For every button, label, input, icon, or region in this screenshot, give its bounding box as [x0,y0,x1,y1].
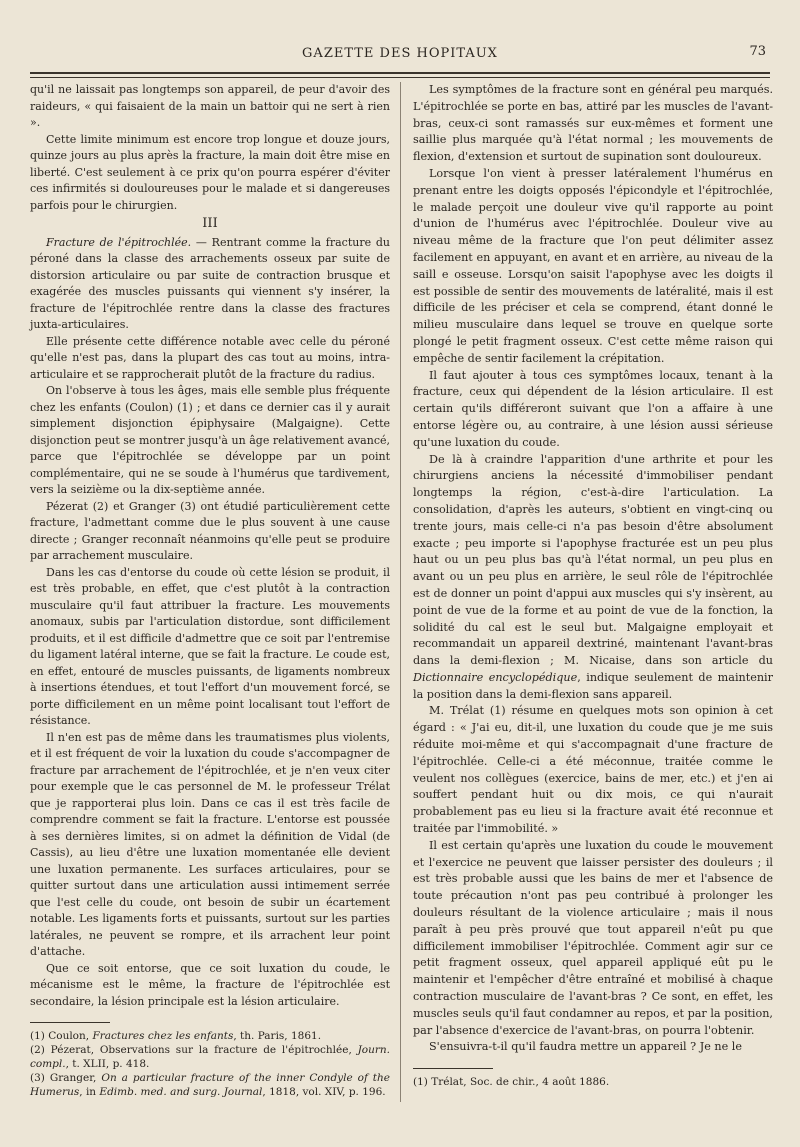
page-number: 73 [749,44,766,59]
paragraph: Pézerat (2) et Granger (3) ont étudié particulièrement cette fracture, l'admettant comme due le plus souvent à une cause directe ; Granger reconnaît néanmoins qu'elle peut se produire par arrachement musculaire. [30,499,390,562]
section-number: III [202,216,218,231]
paragraph: Il n'en est pas de même dans les traumatismes plus violents, et il est fréquent de voir la luxation du coude s'accompagner de fracture par arrachement de l'épitrochlée, et je n'en veux citer pour exemple que le cas personnel de M. le professeur Trélat que je rapporterai plus loin. Dans ce cas il est très facile de comprendre comment se fait la fracture. L'entorse est poussée à ses dernières limites, si on admet la définition de Vidal (de Cassis), au lieu d'être une luxation momentanée elle devient une luxation permanente. Les surfaces articulaires, pour se quitter surtout dans une articulation aussi intimement serrée que l'est celle du coude, ont besoin de subir un écartement notable. Les ligaments forts et puissants, surtout sur les parties latérales, ne peuvent se rompre, et ils arrachent leur point d'attache. [30,730,390,958]
paragraph: On l'observe à tous les âges, mais elle semble plus fréquente chez les enfants (Coulon) (1) ; et dans ce dernier cas il y aurait simplement disjonction épiphysaire (Malgaigne). Cette disjonction peut se montrer jusqu'à un âge relativement avancé, parce que l'épitrochlée se développe par un point complémentaire, qui ne se soude à l'humérus que tardivement, vers la seizième ou la dix-septième année. [30,384,390,496]
right-column [413,82,773,1102]
left-column [30,82,390,1102]
footnote-rule [30,1022,110,1023]
page-header [30,40,770,70]
paragraph: S'ensuivra-t-il qu'il faudra mettre un appareil ? Je ne le [429,1040,742,1054]
header-rule [30,72,770,78]
paragraph: M. Trélat (1) résume en quelques mots son opinion à cet égard : « J'ai eu, dit-il, une luxation du coude que je me suis réduite moi-même et qui s'accompagnait d'une fracture de l'épitrochlée. Celle-ci a été méconnue, traitée comme le veulent nos collègues (exercice, bains de mer, etc.) et j'en ai souffert pendant huit ou dix mois, ce qui n'aurait probablement pas eu lieu si la fracture avait été reconnue et traitée par l'immobilité. » [413,704,773,836]
paragraph: Il faut ajouter à tous ces symptômes locaux, tenant à la fracture, ceux qui dépendent de la lésion articulaire. Il est certain qu'ils différeront suivant que l'on a affaire à une entorse légère ou, au contraire, à une lésion aussi sérieuse qu'une luxation du coude. [413,368,773,449]
cited-work: Dictionnaire encyclopédique [413,670,578,684]
paragraph: Elle présente cette différence notable avec celle du péroné qu'elle n'est pas, dans la plupart des cas tout au moins, intra-articulaire et se rapprocherait plutôt de la fracture du radius. [30,334,390,381]
paragraph: De là à craindre l'apparition d'une arthrite et pour les chirurgiens anciens la nécessité d'immobiliser pendant longtemps la région, c'est-à-dire l'articulation. La consolidation, d'après les auteurs, s'obtient en vingt-cinq ou trente jours, mais celle-ci n'a pas besoin d'être absolument exacte ; peu importe si l'apophyse fracturée est un peu plus haut ou un peu plus bas qu'à l'état normal, un peu plus en avant ou un peu plus en arrière, le seul rôle de l'épitrochlée est de donner un point d'appui aux muscles qui s'y insèrent, au point de vue de la forme et au point de vue de la fonction, la solidité du cal est le seul but. Malgaigne employait et recommandait un appareil dextriné, maintenant l'avant-bras dans la demi-flexion ; M. Nicaise, dans son article du Dictionnaire encyclopédique, indique seulement de maintenir la position dans la demi-flexion sans appareil. [413,452,773,701]
footnote-rule [413,1068,493,1069]
paragraph: Les symptômes de la fracture sont en général peu marqués. L'épitrochlée se porte en bas, attiré par les muscles de l'avant-bras, ceux-ci sont ramassés sur eux-mêmes et forment une saillie plus marquée qu'à l'état normal ; les mouvements de flexion, d'extension et surtout de supination sont douloureux. [413,83,773,164]
footnote: (3) Granger, On a particular fracture of the inner Condyle of the Humerus, in Edimb. med. and surg. Journal, 1818, vol. XIV, p. 196. [30,1072,390,1098]
paragraph: qu'il ne laissait pas longtemps son appareil, de peur d'avoir des raideurs, « qui faisaient de la main un battoir qui ne sert à rien ». [30,83,390,129]
paragraph: Lorsque l'on vient à presser latéralement l'humérus en prenant entre les doigts opposés l'épicondyle et l'épitrochlée, le malade perçoit une douleur vive qu'il rapporte au point d'union de l'humérus avec l'épitrochlée. Douleur vive au niveau même de la fracture que l'on peut délimiter assez facilement en appuyant, en avant et en arrière, au niveau de la saill e osseuse. Lorsqu'on saisit l'apophyse avec les doigts il est possible de sentir des mouvements de latéralité, mais il est difficile de les préciser et cela se comprend, étant donné le milieu musculaire dans lequel se trouve en quelque sorte plongé le petit fragment osseux. C'est cette même raison qui empêche de sentir facilement la crépitation. [413,166,773,365]
paragraph [30,235,390,334]
footnote: (1) Coulon, Fractures chez les enfants, th. Paris, 1861. [30,1030,322,1042]
paragraph: Que ce soit entorse, que ce soit luxation du coude, le mécanisme est le même, la fracture de l'épitrochlée est secondaire, la lésion principale est la lésion articulaire. [30,961,390,1008]
paragraph: Dans les cas d'entorse du coude où cette lésion se produit, il est très probable, en effet, que c'est plutôt à la contraction musculaire qu'il faut attribuer la fracture. Les mouvements anomaux, subis par l'articulation distordue, sont difficilement produits, et il est difficile d'admettre que ce soit par l'entremise du ligament latéral interne, que se fait la fracture. Le coude est, en effet, entouré de muscles puissants, de ligaments nombreux à insertions étendues, et tout l'effort d'un mouvement forcé, se porte difficilement en un même point localisant tout l'effort de résistance. [30,565,390,727]
column-divider [400,82,401,1102]
footnote: (2) Pézerat, Observations sur la fracture de l'épitrochlée, Journ. compl., t. XLII, p. 418. [30,1044,390,1070]
section-title: Fracture de l'épitrochlée. [46,235,192,249]
running-title: GAZETTE DES HOPITAUX [302,46,498,61]
paragraph-text: — Rentrant comme la fracture du péroné dans la classe des arrachements osseux par suite de distorsion articulaire ou par suite de contraction brusque et exagérée des muscles puissants qui viennent s'y insérer, la fracture de l'épitrochlée rentre dans la classe des fractures juxta-articulaires. [30,235,391,331]
paragraph: Cette limite minimum est encore trop longue et douze jours, quinze jours au plus après la fracture, la main doit être mise en liberté. C'est seulement à ce prix qu'on pourra espérer d'éviter ces infirmités si douloureuses pour le malade et si dangereuses parfois pour le chirurgien. [30,132,390,212]
paragraph: Il est certain qu'après une luxation du coude le mouvement et l'exercice ne peuvent que laisser persister des douleurs ; il est très probable aussi que les bains de mer et l'absence de toute précaution n'ont pas peu contribué à prolonger les douleurs résultant de la violence articulaire ; mais il nous paraît à peu près prouvé que tout appareil n'eût pu que difficilement immobiliser l'épitrochlée. Comment agir sur ce petit fragment osseux, quel appareil appliqué eût pu le maintenir et l'empêcher d'être entraîné et mobilisé à chaque contraction musculaire de l'avant-bras ? Ce sont, en effet, les muscles seuls qu'il faut condamner au repos, et par la position, par l'absence d'exercice de l'avant-bras, on pourra l'obtenir. [413,838,773,1037]
footnote: (1) Trélat, Soc. de chir., 4 août 1886. [413,1076,610,1089]
